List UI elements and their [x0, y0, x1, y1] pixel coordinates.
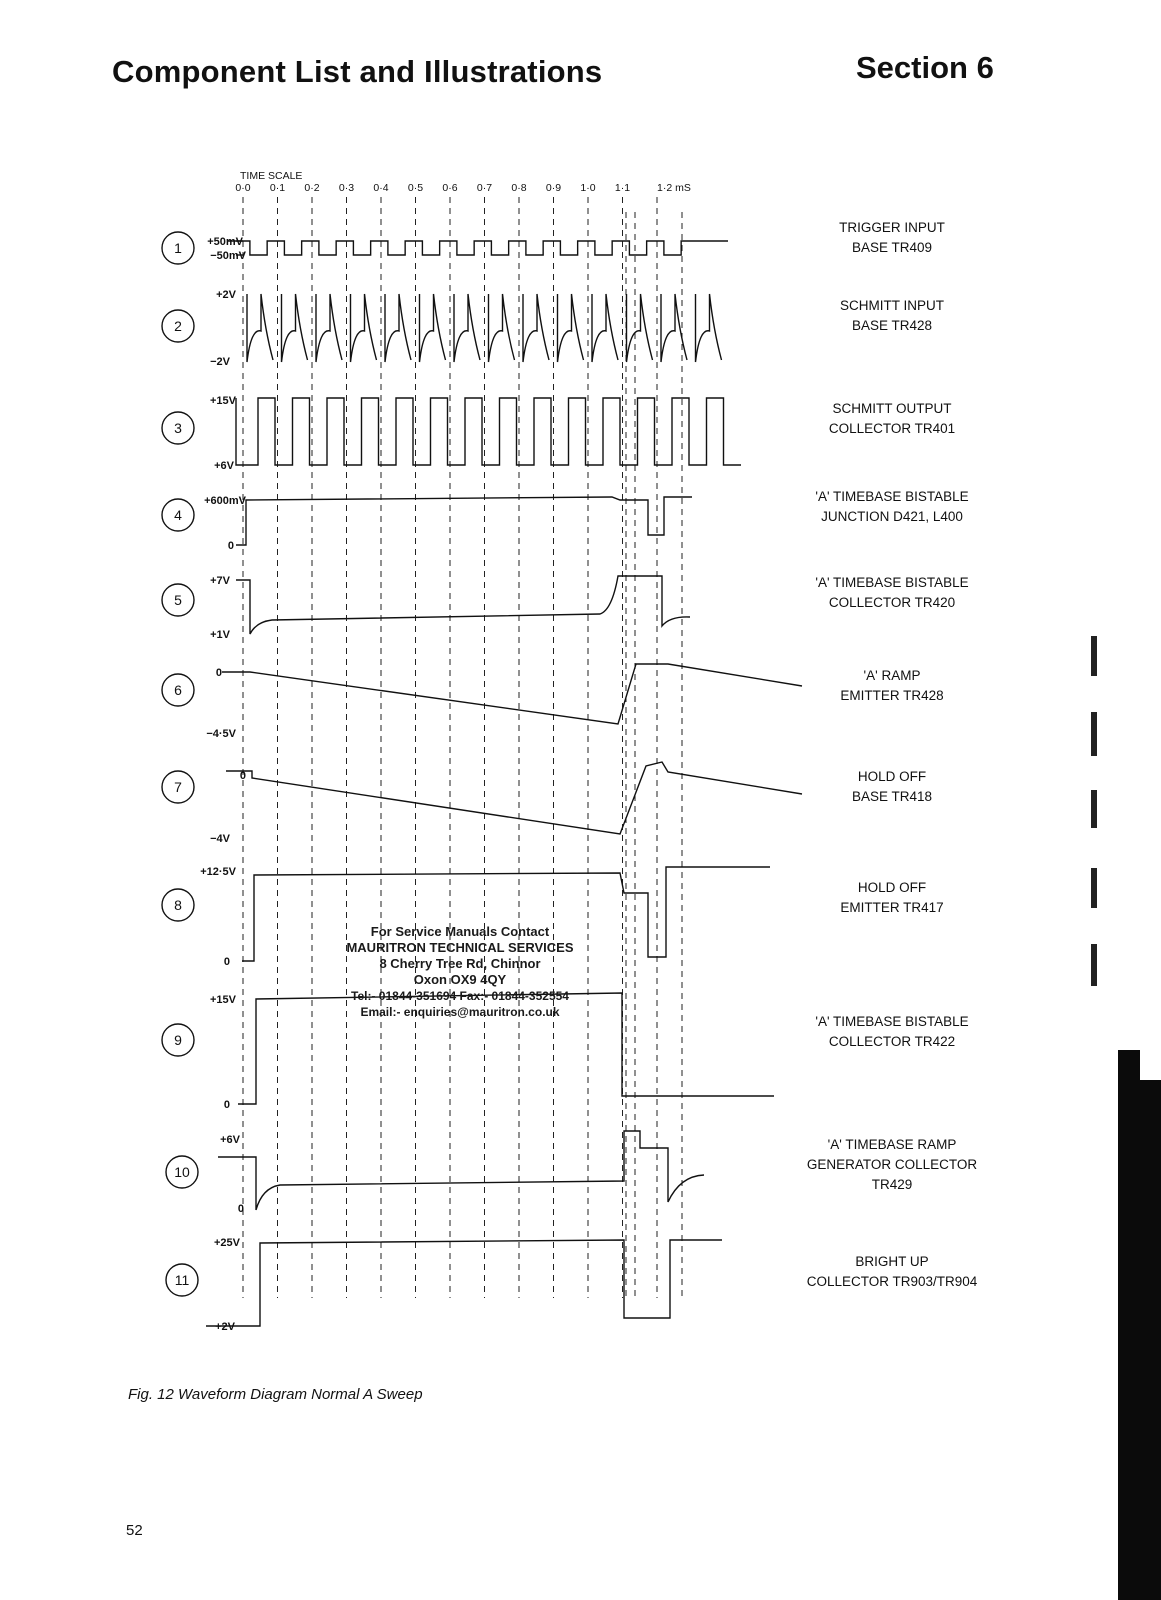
trace-bright-up	[206, 1240, 722, 1326]
row-labels	[162, 220, 978, 1333]
waveform-title: COLLECTOR TR401	[828, 421, 956, 436]
time-tick-label: 0·8	[511, 182, 527, 194]
trace-ramp-generator-collector	[218, 1131, 704, 1210]
time-tick-label: 1·1	[614, 182, 631, 194]
waveform-title: HOLD OFF	[857, 880, 927, 895]
time-tick-label: 0·5	[407, 182, 424, 194]
level-label: 0	[223, 1099, 230, 1111]
waveform-number: 11	[174, 1272, 190, 1288]
waveform-title: SCHMITT OUTPUT	[832, 401, 952, 416]
level-label: 0	[239, 770, 246, 782]
waveform-title: EMITTER TR417	[840, 900, 944, 915]
scan-mark	[1091, 712, 1097, 756]
level-label: +15V	[210, 395, 236, 407]
level-label: +50mV	[207, 236, 243, 248]
section-label: Section 6	[856, 50, 994, 85]
level-label: +25V	[214, 1237, 240, 1249]
time-scale-label: TIME SCALE	[240, 170, 303, 182]
time-scale	[235, 170, 690, 194]
waveform-number: 5	[174, 592, 182, 608]
waveform-title: HOLD OFF	[857, 769, 927, 784]
waveform-number: 8	[174, 897, 182, 913]
time-tick-label: 0·4	[373, 182, 389, 194]
waveform-title: 'A' TIMEBASE BISTABLE	[815, 489, 969, 504]
waveform-number: 1	[174, 240, 182, 256]
level-label: −4V	[210, 833, 230, 845]
waveform-title: 'A' TIMEBASE RAMP	[827, 1137, 957, 1152]
level-label: +12·5V	[200, 866, 236, 878]
waveform-title: JUNCTION D421, L400	[821, 509, 963, 524]
level-label: +2V	[215, 1321, 235, 1333]
level-label: −4·5V	[206, 728, 236, 740]
level-label: +7V	[210, 575, 230, 587]
waveform-title: COLLECTOR TR422	[828, 1034, 956, 1049]
waveform-number: 6	[174, 682, 182, 698]
scan-mark	[1091, 944, 1097, 986]
scan-mark	[1091, 868, 1097, 908]
level-label: +15V	[210, 994, 236, 1006]
scan-mark	[1091, 636, 1097, 676]
time-tick-label: 0·3	[338, 182, 355, 194]
time-tick-label: 0·2	[304, 182, 320, 194]
waveform-title: BASE TR418	[851, 789, 933, 804]
watermark-line: For Service Manuals Contact	[370, 924, 550, 939]
scan-edge-notch	[1140, 1050, 1161, 1080]
waveform-title: 'A' RAMP	[863, 668, 921, 683]
time-tick-label: 0·6	[442, 182, 458, 194]
time-tick-label: 0·7	[476, 182, 493, 194]
page-number: 52	[126, 1522, 143, 1539]
figure-caption: Fig. 12 Waveform Diagram Normal A Sweep	[128, 1386, 423, 1403]
page-title: Component List and Illustrations	[112, 54, 603, 89]
watermark-line: Email:- enquiries@mauritron.co.uk	[360, 1005, 560, 1019]
level-label: 0	[215, 667, 222, 679]
scan-mark	[1091, 790, 1097, 828]
level-label: −50mV	[210, 250, 246, 262]
level-label: +6V	[214, 460, 234, 472]
waveform-title: BASE TR428	[851, 318, 933, 333]
waveform-title: GENERATOR COLLECTOR	[806, 1157, 978, 1172]
waveform-title: COLLECTOR TR420	[828, 595, 956, 610]
watermark-line: MAURITRON TECHNICAL SERVICES	[346, 940, 574, 955]
waveform-number: 3	[174, 420, 182, 436]
watermark-line: Oxon OX9 4QY	[413, 972, 507, 987]
level-label: 0	[227, 540, 234, 552]
waveform-title: BRIGHT UP	[855, 1254, 929, 1269]
time-tick-label: 1·0	[580, 182, 596, 194]
waveform-title: COLLECTOR TR903/TR904	[806, 1274, 978, 1289]
waveform-title: 'A' TIMEBASE BISTABLE	[815, 575, 969, 590]
level-label: +6V	[220, 1134, 240, 1146]
trace-bistable-junction	[236, 497, 692, 545]
level-label: +600mV	[204, 495, 246, 507]
waveform-title: EMITTER TR428	[840, 688, 944, 703]
level-label: −2V	[210, 356, 230, 368]
trace-a-ramp	[222, 664, 802, 724]
waveform-number: 2	[174, 318, 182, 334]
level-label: +1V	[210, 629, 230, 641]
level-label: 0	[237, 1203, 244, 1215]
time-grid	[243, 197, 682, 1298]
level-label: 0	[223, 956, 230, 968]
watermark-line: Tel:- 01844-351694 Fax:- 01844-352554	[351, 989, 569, 1003]
waveform-title: SCHMITT INPUT	[840, 298, 944, 313]
time-tick-label: 0·0	[235, 182, 251, 194]
watermark	[340, 924, 580, 1020]
waveform-title: TR429	[871, 1177, 913, 1192]
waveform-traces	[206, 241, 802, 1326]
trace-trigger-input	[228, 241, 728, 255]
waveform-number: 9	[174, 1032, 182, 1048]
waveform-title: BASE TR409	[851, 240, 933, 255]
trace-bistable-collector	[236, 576, 690, 634]
time-tick-label: 1·2 mS	[657, 182, 691, 194]
time-tick-label: 0·1	[269, 182, 286, 194]
waveform-number: 4	[174, 507, 182, 523]
level-label: +2V	[216, 289, 236, 301]
scan-edge-shadow	[1118, 1050, 1161, 1600]
waveform-title: 'A' TIMEBASE BISTABLE	[815, 1014, 969, 1029]
time-tick-label: 0·9	[545, 182, 562, 194]
waveform-number: 7	[174, 779, 182, 795]
watermark-line: 8 Cherry Tree Rd, Chinnor	[379, 956, 541, 971]
waveform-title: TRIGGER INPUT	[839, 220, 945, 235]
waveform-number: 10	[174, 1164, 190, 1180]
